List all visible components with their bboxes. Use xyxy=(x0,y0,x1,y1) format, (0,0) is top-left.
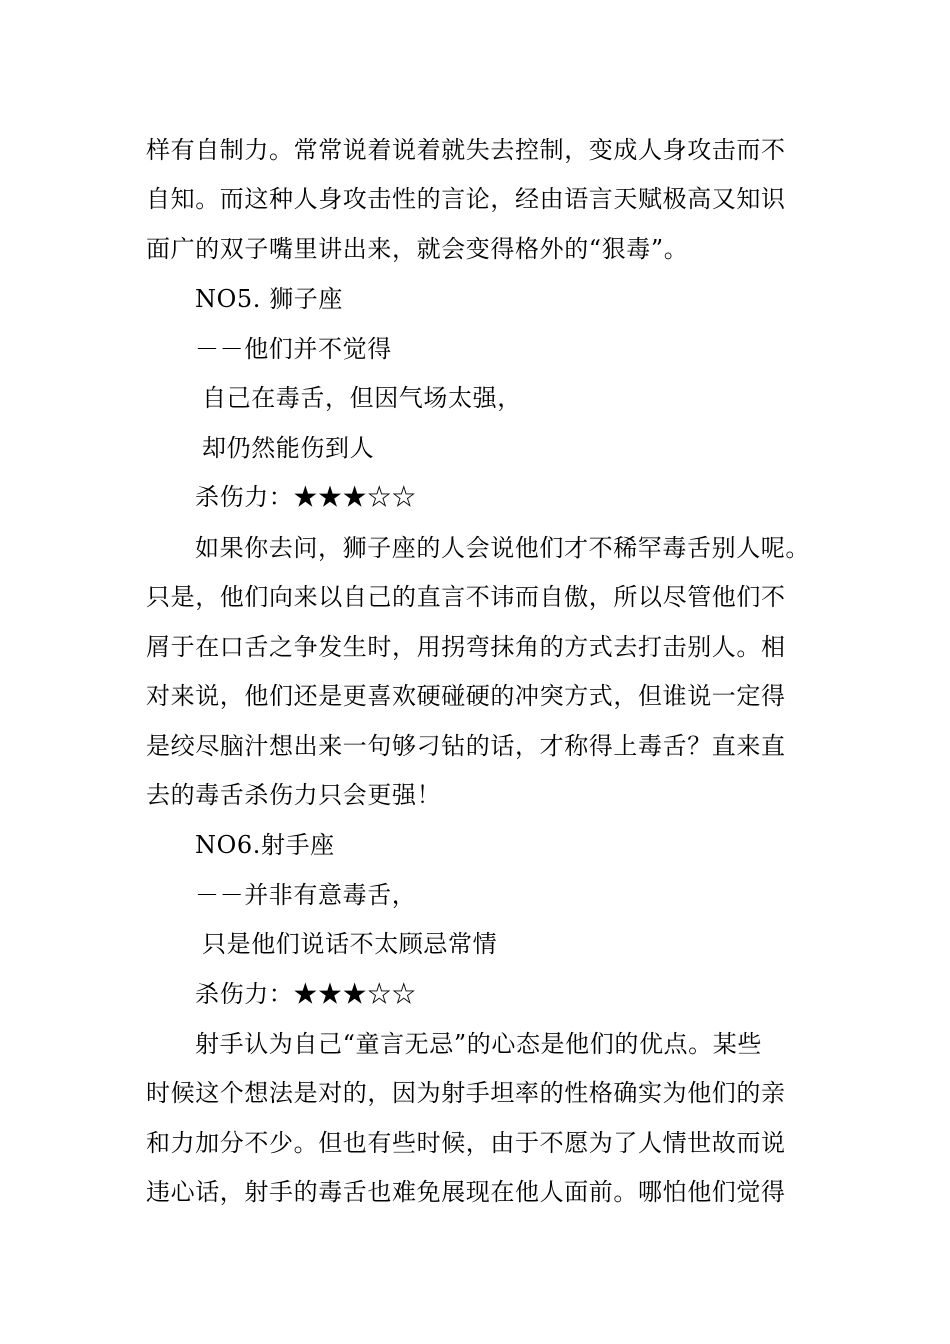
body-line: 射手认为自己“童言无忌”的心态是他们的优点。某些 xyxy=(195,1030,762,1058)
body-line: 和力加分不少。但也有些时候，由于不愿为了人情世故而说 xyxy=(146,1129,786,1157)
body-line: 样有自制力。常常说着说着就失去控制，变成人身攻击而不 xyxy=(146,136,786,164)
damage-rating: 杀伤力：★★★☆☆ xyxy=(195,483,417,511)
body-line: 去的毒舌杀伤力只会更强！ xyxy=(146,781,442,809)
body-line: 面广的双子嘴里讲出来，就会变得格外的“狠毒”。 xyxy=(146,235,689,263)
section-subtitle: －－他们并不觉得 xyxy=(195,335,392,363)
body-line: 对来说，他们还是更喜欢硬碰硬的冲突方式，但谁说一定得 xyxy=(146,682,786,710)
section-subtitle: －－并非有意毒舌， xyxy=(195,881,417,909)
body-line: 自知。而这种人身攻击性的言论，经由语言天赋极高又知识 xyxy=(146,185,786,213)
section-heading-leo: NO5. 狮子座 xyxy=(195,285,344,313)
body-line: 只是，他们向来以自己的直言不讳而自傲，所以尽管他们不 xyxy=(146,583,786,611)
body-line: 屑于在口舌之争发生时，用拐弯抹角的方式去打击别人。相 xyxy=(146,633,786,661)
body-line: 是绞尽脑汁想出来一句够刁钻的话，才称得上毒舌？直来直 xyxy=(146,732,786,760)
section-subtitle: 只是他们说话不太顾忌常情 xyxy=(202,930,498,958)
section-subtitle: 自己在毒舌，但因气场太强， xyxy=(202,384,522,412)
section-subtitle: 却仍然能伤到人 xyxy=(202,434,375,462)
section-heading-sagittarius: NO6.射手座 xyxy=(195,831,335,859)
damage-rating: 杀伤力：★★★☆☆ xyxy=(195,980,417,1008)
body-line: 违心话，射手的毒舌也难免展现在他人面前。哪怕他们觉得 xyxy=(146,1178,786,1206)
body-line: 如果你去问，狮子座的人会说他们才不稀罕毒舌别人呢。 xyxy=(195,534,810,562)
body-line: 时候这个想法是对的，因为射手坦率的性格确实为他们的亲 xyxy=(146,1079,786,1107)
